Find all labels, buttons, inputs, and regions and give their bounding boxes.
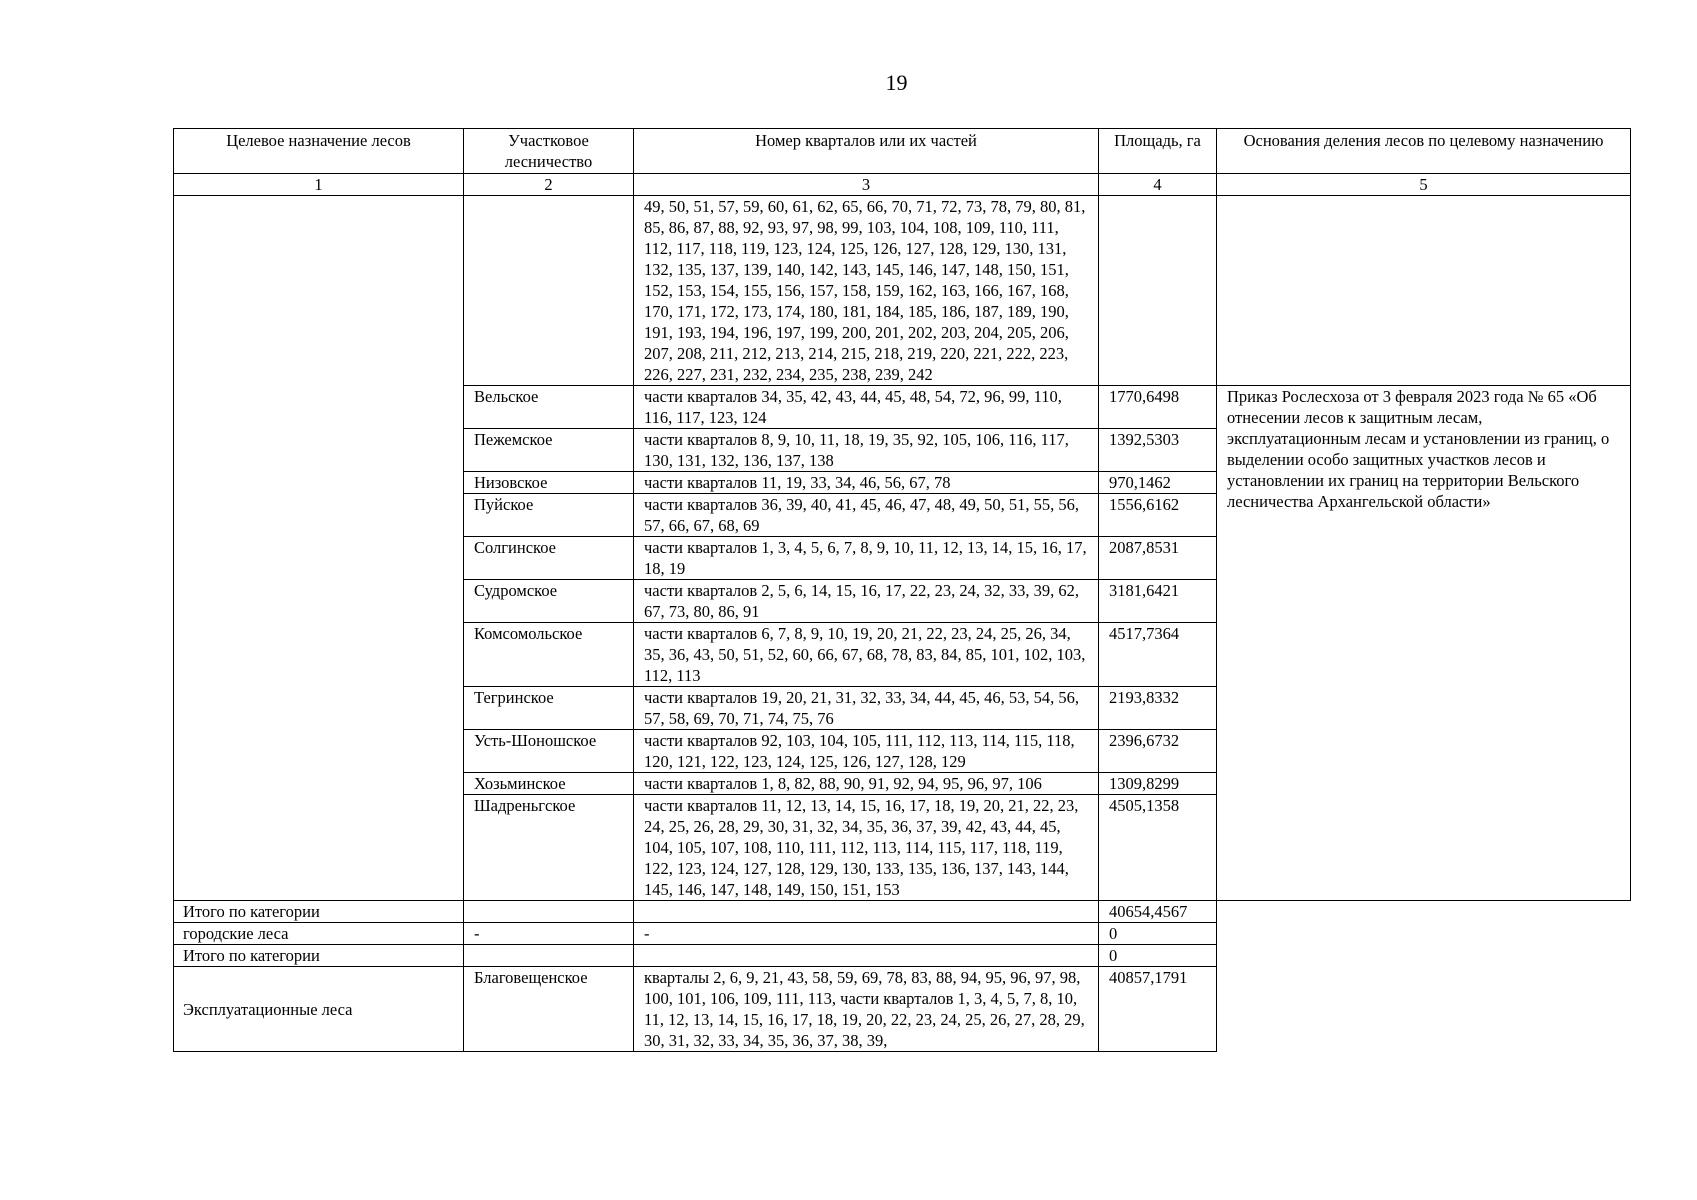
- total-label: Итого по категории: [174, 901, 464, 923]
- total-forestry-empty: [464, 945, 634, 967]
- header-area: Площадь, га: [1099, 129, 1217, 174]
- area-cell: 1770,6498: [1099, 386, 1217, 429]
- col-num-2: 2: [464, 174, 634, 196]
- col-num-4: 4: [1099, 174, 1217, 196]
- quarters-cell: части кварталов 8, 9, 10, 11, 18, 19, 35, 92, 105, 106, 116, 117, 130, 131, 132, 136, 137, 138: [634, 429, 1099, 472]
- total-row: [174, 945, 1631, 967]
- forestry-cell: Судромское: [464, 580, 634, 623]
- forestry-cell: Шадреньгское: [464, 795, 634, 901]
- total-quarters-empty: [634, 901, 1099, 923]
- forestry-cell: Благовещенское: [464, 967, 634, 1052]
- header-row: [174, 129, 1631, 174]
- column-number-row: [174, 174, 1631, 196]
- col-num-1: 1: [174, 174, 464, 196]
- total-quarters-empty: [634, 945, 1099, 967]
- area-cell: 4517,7364: [1099, 623, 1217, 687]
- forestry-cell: Комсомольское: [464, 623, 634, 687]
- table-row: [174, 196, 1631, 386]
- quarters-cell: части кварталов 11, 12, 13, 14, 15, 16, 17, 18, 19, 20, 21, 22, 23, 24, 25, 26, 28, 29, 30, 31, 32, 34, 35, 36, 37, 39, 42, 43, 44, 45, 104, 105, 107, 108, 110, 111, 112, 113, 114, 115, 117, 118, 119, 122, 123, 124, 127, 128, 129, 130, 133, 135, 136, 137, 143, 144, 145, 146, 147, 148, 149, 150, 151, 153: [634, 795, 1099, 901]
- basis-cell: Приказ Рослесхоза от 3 февраля 2023 года № 65 «Об отнесении лесов к защитным лесам, эксплуатационным лесам и установлении из границ, о выделении особо защитных участков лесов и установлении их границ на территории Вельского лесничества Архангельской области»: [1217, 386, 1631, 901]
- exploitation-row: [174, 967, 1631, 1052]
- total-row: [174, 901, 1631, 923]
- area-cell: 970,1462: [1099, 472, 1217, 494]
- basis-cell-empty: [1217, 196, 1631, 386]
- area-cell: [1099, 196, 1217, 386]
- quarters-cell: части кварталов 1, 3, 4, 5, 6, 7, 8, 9, 10, 11, 12, 13, 14, 15, 16, 17, 18, 19: [634, 537, 1099, 580]
- total-area: 40654,4567: [1099, 901, 1217, 923]
- purpose-cell-empty: [174, 196, 464, 901]
- forestry-cell: Вельское: [464, 386, 634, 429]
- area-cell: 2396,6732: [1099, 730, 1217, 773]
- urban-row: [174, 923, 1631, 945]
- total-forestry-empty: [464, 901, 634, 923]
- area-cell: 2087,8531: [1099, 537, 1217, 580]
- exploitation-label: Эксплуатационные леса: [174, 967, 464, 1052]
- forest-table: [173, 128, 1631, 1052]
- urban-area: 0: [1099, 923, 1217, 945]
- page-number: 19: [885, 70, 908, 95]
- forestry-cell: Солгинское: [464, 537, 634, 580]
- area-cell: 1556,6162: [1099, 494, 1217, 537]
- quarters-cell: части кварталов 1, 8, 82, 88, 90, 91, 92, 94, 95, 96, 97, 106: [634, 773, 1099, 795]
- quarters-cell: части кварталов 36, 39, 40, 41, 45, 46, 47, 48, 49, 50, 51, 55, 56, 57, 66, 67, 68, 69: [634, 494, 1099, 537]
- header-forestry: Участковое лесничество: [464, 129, 634, 174]
- forestry-cell: Низовское: [464, 472, 634, 494]
- forestry-cell: Пежемское: [464, 429, 634, 472]
- quarters-cell: части кварталов 6, 7, 8, 9, 10, 19, 20, 21, 22, 23, 24, 25, 26, 34, 35, 36, 43, 50, 51, 52, 60, 66, 67, 68, 78, 83, 84, 85, 101, 102, 103, 112, 113: [634, 623, 1099, 687]
- area-cell: 1309,8299: [1099, 773, 1217, 795]
- area-cell: 2193,8332: [1099, 687, 1217, 730]
- forestry-cell: Усть-Шоношское: [464, 730, 634, 773]
- forestry-cell: Хозьминское: [464, 773, 634, 795]
- forestry-cell: Пуйское: [464, 494, 634, 537]
- col-num-5: 5: [1217, 174, 1631, 196]
- area-cell: 40857,1791: [1099, 967, 1217, 1052]
- total-area: 0: [1099, 945, 1217, 967]
- area-cell: 1392,5303: [1099, 429, 1217, 472]
- quarters-cell: части кварталов 92, 103, 104, 105, 111, 112, 113, 114, 115, 118, 120, 121, 122, 123, 124, 125, 126, 127, 128, 129: [634, 730, 1099, 773]
- quarters-cell: кварталы 2, 6, 9, 21, 43, 58, 59, 69, 78, 83, 88, 94, 95, 96, 97, 98, 100, 101, 106, 109, 111, 113, части кварталов 1, 3, 4, 5, 7, 8, 10, 11, 12, 13, 14, 15, 16, 17, 18, 19, 20, 22, 23, 24, 25, 26, 27, 28, 29, 30, 31, 32, 33, 34, 35, 36, 37, 38, 39,: [634, 967, 1099, 1052]
- quarters-cell: 49, 50, 51, 57, 59, 60, 61, 62, 65, 66, 70, 71, 72, 73, 78, 79, 80, 81, 85, 86, 87, 88, 92, 93, 97, 98, 99, 103, 104, 108, 109, 110, 111, 112, 117, 118, 119, 123, 124, 125, 126, 127, 128, 129, 130, 131, 132, 135, 137, 139, 140, 142, 143, 145, 146, 147, 148, 150, 151, 152, 153, 154, 155, 156, 157, 158, 159, 162, 163, 166, 167, 168, 170, 171, 172, 173, 174, 180, 181, 184, 185, 186, 187, 189, 190, 191, 193, 194, 196, 197, 199, 200, 201, 202, 203, 204, 205, 206, 207, 208, 211, 212, 213, 214, 215, 218, 219, 220, 221, 222, 223, 226, 227, 231, 232, 234, 235, 238, 239, 242: [634, 196, 1099, 386]
- quarters-cell: части кварталов 19, 20, 21, 31, 32, 33, 34, 44, 45, 46, 53, 54, 56, 57, 58, 69, 70, 71, 74, 75, 76: [634, 687, 1099, 730]
- quarters-cell: части кварталов 34, 35, 42, 43, 44, 45, 48, 54, 72, 96, 99, 110, 116, 117, 123, 124: [634, 386, 1099, 429]
- urban-quarters: -: [634, 923, 1099, 945]
- area-cell: 3181,6421: [1099, 580, 1217, 623]
- col-num-3: 3: [634, 174, 1099, 196]
- quarters-cell: части кварталов 11, 19, 33, 34, 46, 56, 67, 78: [634, 472, 1099, 494]
- header-basis: Основания деления лесов по целевому назначению: [1217, 129, 1631, 174]
- forestry-cell: Тегринское: [464, 687, 634, 730]
- forestry-cell: [464, 196, 634, 386]
- quarters-cell: части кварталов 2, 5, 6, 14, 15, 16, 17, 22, 23, 24, 32, 33, 39, 62, 67, 73, 80, 86, 91: [634, 580, 1099, 623]
- total-label: Итого по категории: [174, 945, 464, 967]
- urban-label: городские леса: [174, 923, 464, 945]
- area-cell: 4505,1358: [1099, 795, 1217, 901]
- header-purpose: Целевое назначение лесов: [174, 129, 464, 174]
- header-quarters: Номер кварталов или их частей: [634, 129, 1099, 174]
- urban-forestry: -: [464, 923, 634, 945]
